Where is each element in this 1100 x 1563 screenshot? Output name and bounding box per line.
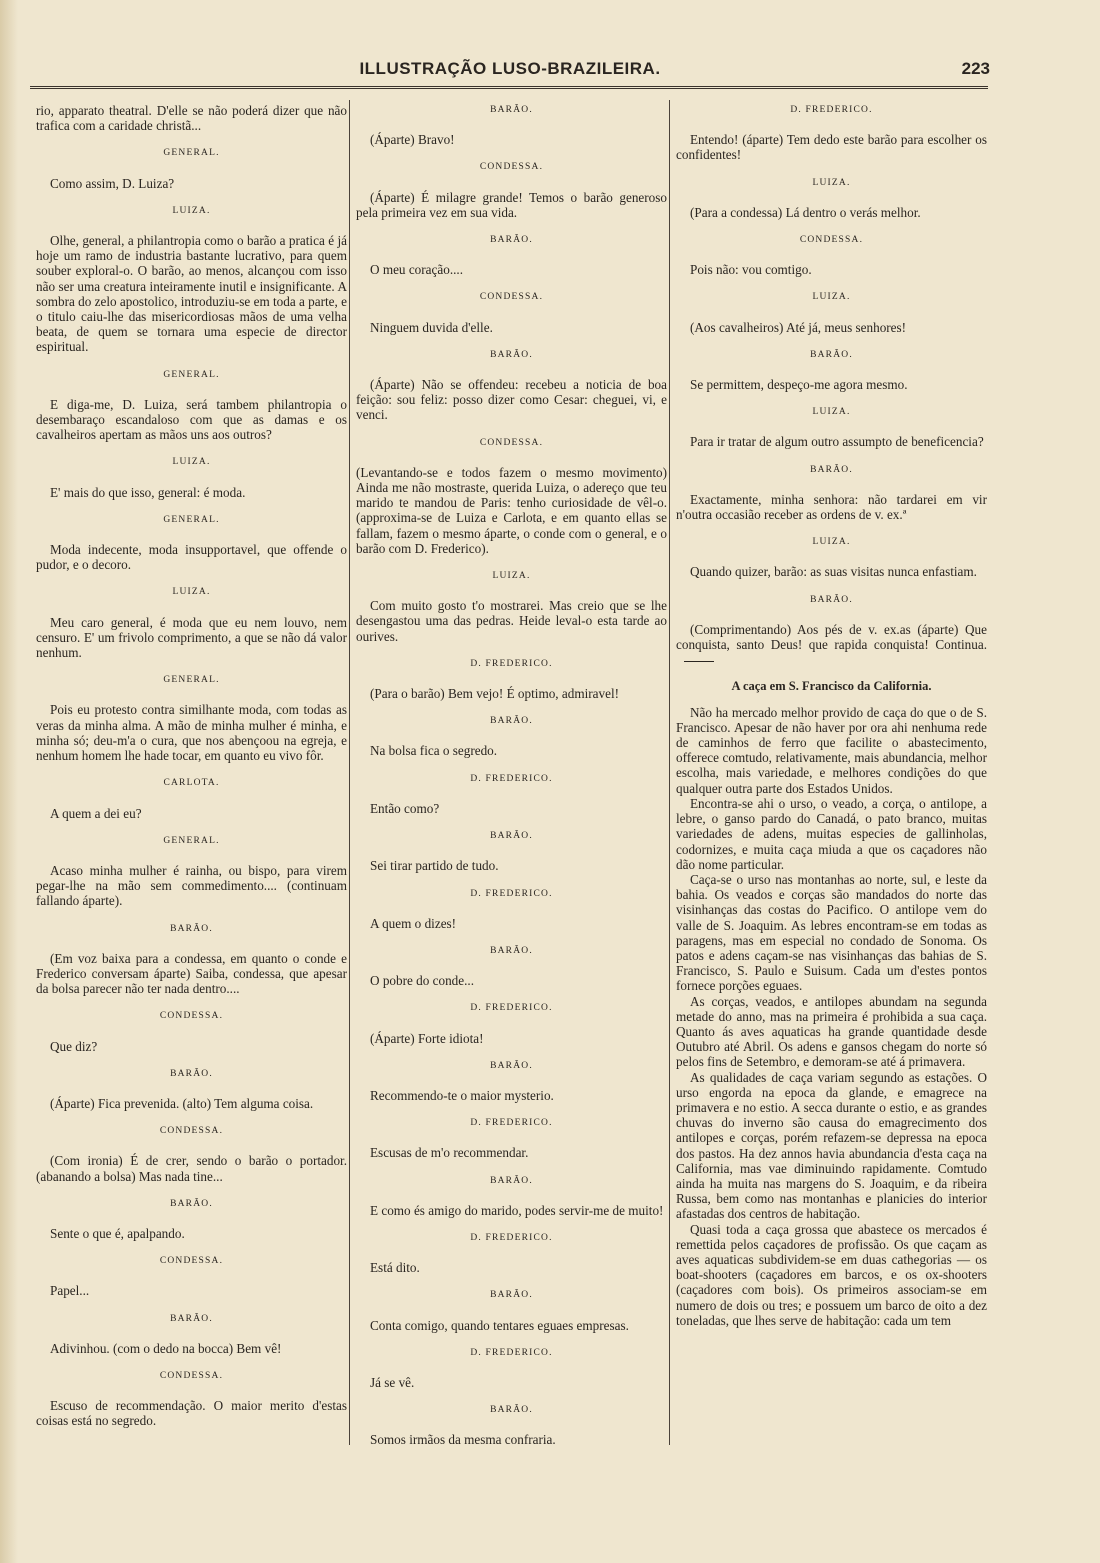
text: GENERAL.: [163, 369, 220, 380]
text: Pois eu protesto contra similhante moda, com todas as veras da minha alma. A mão de minha mulher é minha, e minha só; deu-m'a o cura, que nos abençoou na egreja, e nenhum homem lhe hade tocar, em quanto eu vivo fôr.: [36, 702, 347, 764]
page-header: [30, 55, 990, 85]
text: D. FREDERICO.: [470, 888, 553, 899]
paragraph: [356, 1145, 667, 1160]
text: GENERAL.: [163, 514, 220, 525]
speaker-name: [356, 160, 667, 175]
column-divider: [669, 100, 670, 1445]
speaker-name: [356, 1403, 667, 1418]
text: Entendo! (áparte) Tem dedo este barão para escolher os confidentes!: [676, 132, 987, 163]
text: CONDESSA.: [479, 292, 544, 303]
text: Quando quizer, barão: as suas visitas nunca enfastiam.: [690, 564, 977, 580]
text: Que diz?: [50, 1038, 98, 1054]
paragraph: [36, 806, 347, 821]
text: LUIZA.: [172, 205, 211, 216]
paragraph: [36, 176, 347, 191]
paragraph: [36, 1226, 347, 1241]
text: As corças, veados, e antilopes abundam na segunda metade do anno, mas na primeira é prohibida a sua caça. Quanto ás aves aquaticas ha grande quantidade desde Outubro até Abril. Os adens e gansos chegam do norte só pelos fins de Setembro, e demoram-se até á primavera.: [676, 993, 987, 1070]
text: BARÃO.: [170, 1313, 213, 1324]
text: BARÃO.: [490, 1060, 533, 1071]
paragraph: [676, 132, 987, 162]
paragraph: [676, 320, 987, 335]
paragraph: [676, 1222, 987, 1328]
text: Se permittem, despeço-me agora mesmo.: [690, 377, 908, 393]
text: LUIZA.: [172, 587, 211, 598]
speaker-name: [356, 1288, 667, 1303]
text: BARÃO.: [490, 1175, 533, 1186]
text: As qualidades de caça variam segundo as estações. O urso engorda na epoca da glande, e emagrece na primavera e no estio. A secca durante o estio, e as grandes chuvas do inverno são causa do emagrecimento dos antilopes e corças, porém refazem-se depressa na epoca dos pastos. Ha dez annos havia abundancia d'esta caça na California, mas vae diminuindo rapidamente. Comtudo ainda ha muita nas margens do S. Joaquim, e da ribeira Russa, bem como nas montanhas e planicies do interior afastadas dos centros de habitação.: [676, 1069, 987, 1222]
speaker-name: [356, 1116, 667, 1131]
text: Caça-se o urso nas montanhas ao norte, sul, e leste da bahia. Os veados e corças são mandados do norte das visinhanças das costas do Pacifico. O antilope vem do valle de S. Joaquim. As lebres encontram-se em todas as paragens, mas em especial no condado de Sonoma. Os patos e adens caçam-se nas visinhanças das bahias de S. Francisco, S. Paulo e Suisum. Cada um d'estes pontos fornece porções eguaes.: [676, 871, 987, 994]
speaker-name: [676, 593, 987, 608]
text: GENERAL.: [163, 675, 220, 686]
speaker-name: [36, 776, 347, 791]
page-number: 223: [961, 59, 990, 78]
paragraph: [356, 1432, 667, 1447]
text: (Para a condessa) Lá dentro o verás melhor.: [690, 204, 921, 220]
text: Sei tirar partido de tudo.: [370, 858, 499, 874]
speaker-name: [676, 463, 987, 478]
paragraph: [36, 542, 347, 572]
text: D. FREDERICO.: [470, 1118, 553, 1129]
speaker-name: [676, 290, 987, 305]
paragraph: [676, 492, 987, 522]
speaker-name: [356, 1059, 667, 1074]
paragraph: [356, 858, 667, 873]
speaker-name: [356, 1174, 667, 1189]
text: Então como?: [370, 800, 440, 816]
speaker-name: [36, 585, 347, 600]
speaker-name: [356, 436, 667, 451]
text: BARÃO.: [810, 464, 853, 475]
speaker-name: [36, 834, 347, 849]
speaker-name: [676, 348, 987, 363]
text: D. FREDERICO.: [470, 1232, 553, 1243]
paragraph: [356, 598, 667, 644]
text: LUIZA.: [812, 177, 851, 188]
speaker-name: [356, 829, 667, 844]
text: Acaso minha mulher é rainha, ou bispo, para virem pegar-lhe na mão sem commedimento.... (continuam fallando ápartе).: [36, 862, 347, 909]
column-3: [676, 103, 987, 1448]
text: CONDESSA.: [159, 1126, 224, 1137]
text: Com muito gosto t'o mostrarei. Mas creio que se lhe desengastou uma das pedras. Heide leval-o esta tarde ao ourives.: [356, 598, 667, 644]
paragraph: [356, 190, 667, 220]
speaker-name: [36, 1254, 347, 1269]
text: (Áparte) Forte idiota!: [370, 1030, 484, 1046]
speaker-name: [36, 1197, 347, 1212]
paragraph: [676, 377, 987, 392]
text: Já se vê.: [370, 1374, 415, 1390]
speaker-name: [36, 368, 347, 383]
paragraph: [36, 397, 347, 443]
paragraph: [36, 1096, 347, 1111]
text: O pobre do conde...: [370, 973, 475, 989]
text: (Aos cavalheiros) Até já, meus senhores!: [690, 319, 907, 335]
paragraph: [676, 262, 987, 277]
speaker-name: [356, 103, 667, 118]
header-rule: [30, 86, 988, 89]
text: (Em voz baixa para a condessa, em quanto o conde e Frederico conversam ápartе) Saiba, condessa, que apesar da bolsa parecer não ter nada dentro....: [36, 950, 347, 997]
text: LUIZA.: [172, 457, 211, 468]
paragraph: [356, 1031, 667, 1046]
text: (Áparte) Fica prevenida. (alto) Tem alguma coisa.: [50, 1095, 314, 1111]
column-2: [356, 103, 667, 1448]
paragraph: [676, 622, 987, 668]
text: CARLOTA.: [163, 778, 220, 789]
speaker-name: [356, 569, 667, 584]
text: E como és amigo do marido, podes servir-me de muito!: [370, 1202, 664, 1218]
text: GENERAL.: [163, 835, 220, 846]
text: E' mais do que isso, general: é moda.: [50, 484, 246, 500]
text: E diga-me, D. Luiza, será tambem philantropia o desembaraço escandaloso com que as damas e os cavalheiros apertam as mãos uns aos outros?: [36, 396, 347, 443]
speaker-name: [356, 887, 667, 902]
speaker-name: [676, 103, 987, 118]
paragraph: [36, 1341, 347, 1356]
text: Não ha mercado melhor provido de caça do que o de S. Francisco. Apesar de não haver por ora ahi nenhuma rede de caminhos de ferro que facilite o abastecimento, offerece comtudo, relativamente, mais abundancia, melhor escolha, mais variedade, e melhores condições do que qualquer outra parte dos Estados Unidos.: [676, 704, 987, 796]
paragraph: [356, 262, 667, 277]
speaker-name: [676, 405, 987, 420]
text: Escusas de m'o recommendar.: [370, 1145, 529, 1161]
speaker-name: [36, 513, 347, 528]
text: Está dito.: [370, 1260, 420, 1276]
text: BARÃO.: [490, 1405, 533, 1416]
article-heading: [676, 679, 987, 694]
text: CONDESSA.: [159, 1256, 224, 1267]
paragraph: [356, 801, 667, 816]
text: Encontra-se ahi o urso, o veado, a corça, o antilope, a lebre, o ganso pardo do Canadá, o pato branco, muitas variedades de adens, muitas especies de gallinholas, codornizes, e muita caça miuda a que os caçadores não dão nome particular.: [676, 795, 987, 872]
text: BARÃO.: [810, 594, 853, 605]
paragraph: [676, 564, 987, 579]
text: LUIZA.: [812, 407, 851, 418]
speaker-name: [36, 673, 347, 688]
speaker-name: [36, 1067, 347, 1082]
text: (Levantando-se e todos fazem o mesmo movimento) Ainda me não mostraste, querida Luiza, o adereço que teu marido te mandou de Paris: tenho curiosidade de vêl-o. (approxima-se de Luiza e Carlota, e em quanto ellas se fallam, fazem o mesmo áparte, o conde com o general, e o barão com D. Frederico).: [356, 464, 667, 556]
text: A quem o dizes!: [370, 915, 457, 931]
text: Ninguem duvida d'elle.: [370, 319, 493, 335]
text: CONDESSA.: [159, 1011, 224, 1022]
text: BARÃO.: [490, 716, 533, 727]
paragraph: [356, 1318, 667, 1333]
text: (Com ironia) É de crer, sendo o barão o portador. (abanando a bolsa) Mas nada tine...: [36, 1153, 347, 1184]
text: BARÃO.: [170, 923, 213, 934]
text: Recommendo-te o maior mysterio.: [370, 1087, 554, 1103]
text: Olhe, general, a philantropia como o barão a pratica é já hoje um ramo de industria bastante lucrativo, para quem souber exploral-o. O barão, ao menos, alcançou com isso não ser uma creatura inteiramente inutil e insignificante. A sombra do zelo apostolico, introduziu-se em toda a parte, e o titulo caiu-lhe das misericordiosas mãos de uma velha beata, de quem se tornara uma especie de director espiritual.: [36, 233, 347, 355]
speaker-name: [36, 1312, 347, 1327]
text: rio, apparato theatral. D'elle se não poderá dizer que não trafica com a caridade christã...: [36, 103, 347, 134]
text: BARÃO.: [170, 1198, 213, 1209]
paragraph: [676, 1070, 987, 1222]
text: D. FREDERICO.: [470, 1347, 553, 1358]
paragraph: [36, 103, 347, 133]
text: Escuso de recommendação. O maior merito d'estas coisas está no segredo.: [36, 1398, 347, 1429]
text: LUIZA.: [812, 537, 851, 548]
paragraph: [36, 1153, 347, 1183]
text: Para ir tratar de algum outro assumpto de beneficencia?: [690, 434, 984, 450]
paragraph: [356, 377, 667, 423]
text: Moda indecente, moda insupportavel, que offende o pudor, e o decoro.: [36, 542, 347, 573]
text: D. FREDERICO.: [470, 658, 553, 669]
text: D. FREDERICO.: [470, 1003, 553, 1014]
text: BARÃO.: [490, 105, 533, 115]
text: (Áparte) Não se offendeu: recebeu a noticia de boa feição: sou feliz: posso dizer como Cesar: cheguei, vi, e venci.: [356, 377, 667, 423]
paragraph: [36, 863, 347, 909]
paragraph: [36, 615, 347, 661]
text: BARÃO.: [490, 349, 533, 360]
paragraph: [356, 1260, 667, 1275]
column-1: [36, 103, 347, 1448]
text: Pois não: vou comtigo.: [690, 262, 812, 278]
text: A quem a dei eu?: [50, 805, 142, 821]
text: Papel...: [50, 1283, 90, 1299]
paragraph: [676, 994, 987, 1070]
text: (Comprimentando) Aos pés de v. ex.as (áparte) Que conquista, santo Deus! que rapida conquista! Continua.: [676, 621, 987, 653]
speaker-name: [36, 1124, 347, 1139]
speaker-name: [356, 657, 667, 672]
speaker-name: [36, 922, 347, 937]
paragraph: [356, 973, 667, 988]
speaker-name: [356, 714, 667, 729]
paragraph: [356, 916, 667, 931]
paragraph: [36, 951, 347, 997]
speaker-name: [676, 535, 987, 550]
text: (Para o barão) Bem vejo! É optimo, admiravel!: [370, 686, 620, 702]
column-divider: [349, 100, 350, 1445]
paragraph: [676, 705, 987, 796]
text: Adivinhou. (com o dedo na bocca) Bem vê!: [50, 1340, 282, 1356]
speaker-name: [356, 233, 667, 248]
text: Como assim, D. Luiza?: [50, 175, 175, 191]
paragraph: [356, 320, 667, 335]
text: (Áparte) É milagre grande! Temos o barão generoso pela primeira vez em sua vida.: [356, 189, 667, 220]
text: CONDESSA.: [479, 162, 544, 173]
paragraph: [356, 465, 667, 556]
speaker-name: [356, 1346, 667, 1361]
text: CONDESSA.: [479, 437, 544, 448]
paragraph: [36, 485, 347, 500]
text: CONDESSA.: [159, 1370, 224, 1381]
speaker-name: [356, 290, 667, 305]
text: BARÃO.: [170, 1068, 213, 1079]
paragraph: [356, 686, 667, 701]
text: Sente o que é, apalpando.: [50, 1225, 185, 1241]
speaker-name: [356, 1001, 667, 1016]
text: D. FREDERICO.: [470, 773, 553, 784]
paragraph: [676, 796, 987, 872]
text: BARÃO.: [490, 945, 533, 956]
text: CONDESSA.: [799, 235, 864, 246]
speaker-name: [356, 1231, 667, 1246]
paragraph: [356, 132, 667, 147]
speaker-name: [36, 455, 347, 470]
text: Conta comigo, quando tentares eguaes empresas.: [370, 1317, 629, 1333]
paragraph: [676, 205, 987, 220]
paragraph: [356, 1375, 667, 1390]
paragraph: [36, 1039, 347, 1054]
text: O meu coração....: [370, 262, 464, 278]
speaker-name: [676, 233, 987, 248]
paragraph: [676, 872, 987, 994]
paragraph: [356, 1203, 667, 1218]
text: (Áparte) Bravo!: [370, 132, 455, 148]
paragraph: [356, 743, 667, 758]
paragraph: [36, 1398, 347, 1428]
text: Somos irmãos da mesma confraria.: [370, 1432, 556, 1448]
text: A caça em S. Francisco da California.: [731, 679, 932, 694]
speaker-name: [676, 176, 987, 191]
text: BARÃO.: [490, 235, 533, 246]
text: LUIZA.: [812, 292, 851, 303]
paragraph: [36, 702, 347, 763]
speaker-name: [356, 772, 667, 787]
text: BARÃO.: [490, 1290, 533, 1301]
text: BARÃO.: [490, 831, 533, 842]
speaker-name: [36, 1009, 347, 1024]
text: Na bolsa fica o segredo.: [370, 743, 498, 759]
speaker-name: [356, 348, 667, 363]
paragraph: [356, 1088, 667, 1103]
text: BARÃO.: [810, 349, 853, 360]
speaker-name: [356, 944, 667, 959]
page-edge: [0, 0, 18, 1563]
speaker-name: [36, 204, 347, 219]
text: D. FREDERICO.: [790, 105, 873, 115]
speaker-name: [36, 1369, 347, 1384]
text: GENERAL.: [163, 148, 220, 159]
section-end-rule: [684, 661, 714, 662]
paragraph: [676, 434, 987, 449]
paragraph: [36, 1283, 347, 1298]
text: Exactamente, minha senhora: não tardarei em vir n'outra occasião receber as ordens de v. ex.ª: [676, 491, 987, 523]
journal-title: ILLUSTRAÇÃO LUSO-BRAZILEIRA.: [359, 59, 661, 78]
text: LUIZA.: [492, 571, 531, 582]
text: Meu caro general, é moda que eu nem louvo, nem censuro. E' um frivolo comprimento, a que se não dá valor nenhum.: [36, 614, 347, 661]
paragraph: [36, 233, 347, 355]
speaker-name: [36, 146, 347, 161]
text: Quasi toda a caça grossa que abastece os mercados é remettida pelos caçadores de profissão. Os que caçam as aves aquaticas subdividem-se em duas cathegorias — os boat-shooters (caçadores em barcos, e os ox-shooters (caçadores com bois). Os primeiros associam-se em numero de dois ou tres; e possuem um barco de oito a dez toneladas, que lhes serve de habitação: cada um tem: [676, 1221, 987, 1328]
